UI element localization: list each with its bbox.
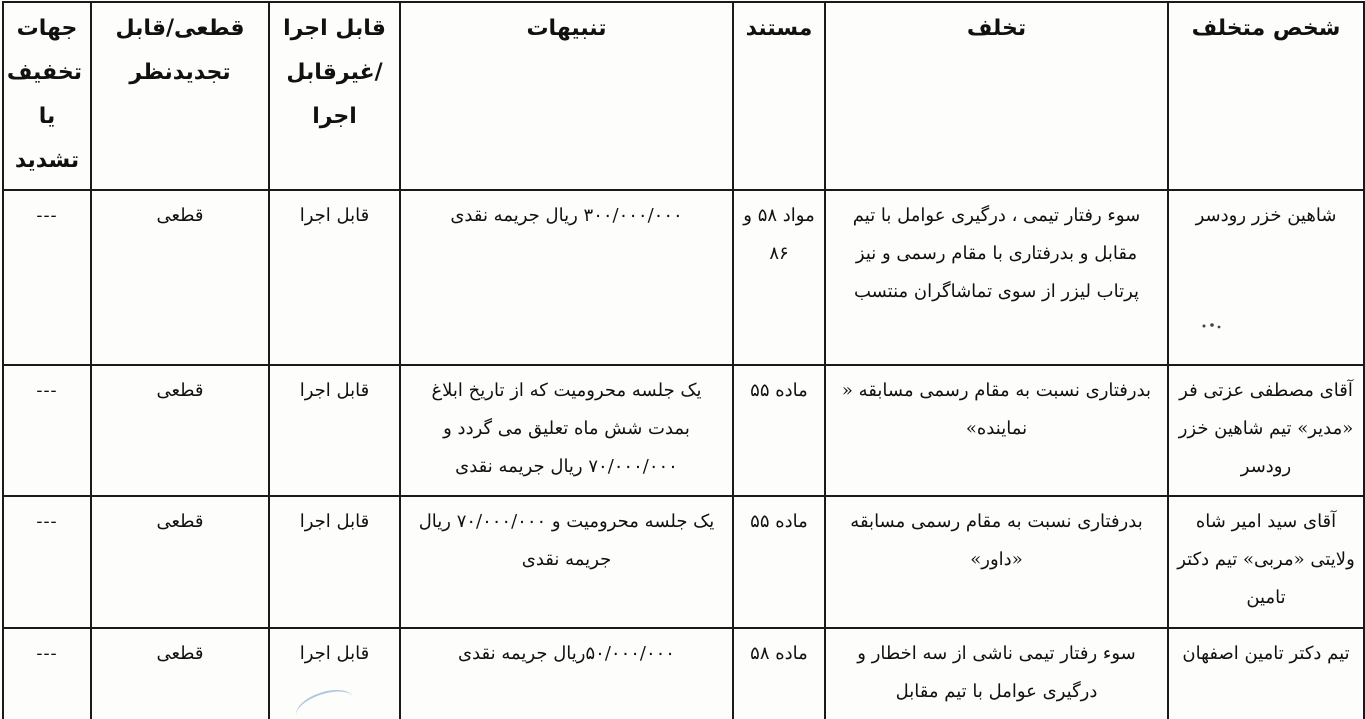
cell-violation: سوء رفتار تیمی ، درگیری عوامل با تیم مقابل و بدرفتاری با مقام رسمی و نیز پرتاب لیزر از سوی تماشاگران منتسب xyxy=(825,190,1168,365)
ink-mark xyxy=(1200,320,1224,336)
cell-violation: سوء رفتار تیمی ناشی از سه اخطار و درگیری عوامل با تیم مقابل xyxy=(825,628,1168,719)
cell-person: تیم دکتر تامین اصفهان xyxy=(1168,628,1364,719)
cell-penalties: یک جلسه محرومیت که از تاریخ ابلاغ بمدت شش ماه تعلیق می گردد و ۷۰/۰۰۰/۰۰۰ ریال جریمه نقدی xyxy=(400,365,733,496)
cell-violation: بدرفتاری نسبت به مقام رسمی مسابقه « نماینده» xyxy=(825,365,1168,496)
header-direction: جهات تخفیف یا تشدید xyxy=(3,2,91,190)
cell-violation: بدرفتاری نسبت به مقام رسمی مسابقه «داور» xyxy=(825,496,1168,628)
cell-direction: --- xyxy=(3,628,91,719)
table-row xyxy=(3,190,1364,365)
cell-enforceable: قابل اجرا xyxy=(269,628,400,719)
cell-finality: قطعی xyxy=(91,190,269,365)
cell-basis: ماده ۵۸ xyxy=(733,628,825,719)
cell-direction: --- xyxy=(3,190,91,365)
cell-direction: --- xyxy=(3,496,91,628)
cell-enforceable: قابل اجرا xyxy=(269,365,400,496)
cell-enforceable: قابل اجرا xyxy=(269,190,400,365)
header-violation: تخلف xyxy=(825,2,1168,190)
cell-penalties: یک جلسه محرومیت و ۷۰/۰۰۰/۰۰۰ ریال جریمه نقدی xyxy=(400,496,733,628)
cell-finality: قطعی xyxy=(91,628,269,719)
cell-direction: --- xyxy=(3,365,91,496)
cell-enforceable: قابل اجرا xyxy=(269,496,400,628)
header-person: شخص متخلف xyxy=(1168,2,1364,190)
table-row xyxy=(3,496,1364,628)
cell-penalties: ۵۰/۰۰۰/۰۰۰ریال جریمه نقدی xyxy=(400,628,733,719)
header-penalties: تنبیهات xyxy=(400,2,733,190)
cell-person: آقای سید امیر شاه ولایتی «مربی» تیم دکتر تامین xyxy=(1168,496,1364,628)
table-row xyxy=(3,628,1364,719)
cell-basis: ماده ۵۵ xyxy=(733,365,825,496)
table-row xyxy=(3,365,1364,496)
cell-finality: قطعی xyxy=(91,496,269,628)
disciplinary-verdicts-table xyxy=(2,1,1365,719)
ink-smudge-icon xyxy=(1200,320,1224,332)
cell-finality: قطعی xyxy=(91,365,269,496)
header-basis: مستند xyxy=(733,2,825,190)
cell-basis: ماده ۵۵ xyxy=(733,496,825,628)
cell-person: آقای مصطفی عزتی فر «مدیر» تیم شاهین خزر رودسر xyxy=(1168,365,1364,496)
cell-basis: مواد ۵۸ و ۸۶ xyxy=(733,190,825,365)
header-enforceable: قابل اجرا /غیرقابل اجرا xyxy=(269,2,400,190)
header-finality: قطعی/قابل تجدیدنظر xyxy=(91,2,269,190)
cell-person: شاهین خزر رودسر xyxy=(1168,190,1364,365)
cell-penalties: ۳۰۰/۰۰۰/۰۰۰ ریال جریمه نقدی xyxy=(400,190,733,365)
header-row xyxy=(3,2,1364,190)
